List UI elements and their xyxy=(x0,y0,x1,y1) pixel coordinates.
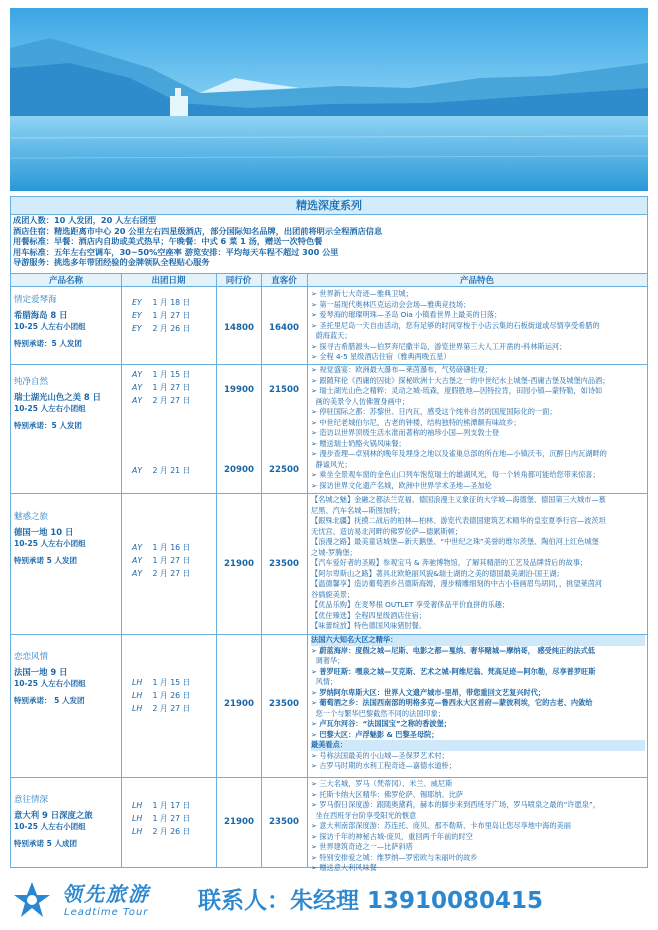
product-promise: 特别承诺： 5 人发团 xyxy=(14,696,85,705)
product-cell xyxy=(14,512,116,566)
product-promise: 特别承诺 5 人成团 xyxy=(14,839,77,848)
feature-item: 坐在西班牙台阶享受阳光的惬意 xyxy=(315,810,417,820)
header-peer-price: 同行价 xyxy=(216,273,261,287)
feature-item: ➢ 造访以世界顶级生活水准而著称的袖珍小国—列支敦士登 xyxy=(311,428,500,437)
departure-date: AY 2 月 21 日 xyxy=(132,466,191,475)
feature-item: 您一个与繁华巴黎截然不同的法国印象； xyxy=(315,708,445,718)
peer-price: 21900 xyxy=(224,699,254,709)
product-subtitle: 意往情深 xyxy=(14,795,49,805)
feature-item: ➢ 第一届现代奥林匹克运动会会场—雅典竞技场； xyxy=(311,299,471,309)
header-direct-price: 直客价 xyxy=(261,273,307,287)
feature-item: ➢ 罗马假日深度游：跟随奥黛莉，赫本的脚步来到西班牙广场，罗马喷泉之最的“许愿泉”， xyxy=(311,800,600,809)
departure-date: AY 1 月 16 日 xyxy=(132,543,191,552)
feature-item: 调奢华； xyxy=(315,656,345,665)
departure-date: LH 2 月 27 日 xyxy=(132,704,191,713)
peer-price: 21900 xyxy=(224,559,254,569)
product-promise: 特别承诺：5 人发团 xyxy=(14,421,82,430)
feature-list xyxy=(311,635,645,772)
product-group: 10-25 人左右小团组 xyxy=(14,322,86,331)
product-subtitle: 情定爱琴海 xyxy=(14,295,57,305)
feature-item: ➢ 乘坐全景观车窗的金色山口列车饱览瑞士的雄湖风光，每一个转角都可能给您带来惊喜； xyxy=(311,470,600,479)
feature-item: 谷旖旎美景； xyxy=(311,589,355,599)
departure-dates xyxy=(132,297,190,336)
feature-item: 【阿尔卑斯山之路】著具北欧艳丽风貌&瑞士湖的之美的德国最美湖泊-国王湖； xyxy=(311,568,564,578)
hero-lake-image xyxy=(10,8,648,191)
feature-item: ➢ 意大利南部深度游：苏连托、庞贝、那不勒斯、卡布里岛让您尽享地中海的美丽 xyxy=(311,821,571,830)
feature-item: ➢ 葡萄酒之乡：法国西南部的明格多克—鲁西永大区首府—蒙彼利埃，它的古老、内敛给 xyxy=(311,698,593,707)
feature-item: 蔚海蓝天； xyxy=(315,331,352,340)
row-divider xyxy=(11,493,647,494)
product-cell xyxy=(14,377,116,431)
header-dates: 出团日期 xyxy=(121,273,216,287)
departure-dates xyxy=(132,800,190,839)
product-name: 德国一地 10 日 xyxy=(14,527,74,537)
feature-item: ➢ 爱琴海的璀璨明珠—圣岛 Oia 小镇看世界上最美的日落； xyxy=(311,310,502,319)
departure-date: AY 2 月 27 日 xyxy=(132,569,191,578)
peer-price: 20900 xyxy=(224,465,254,475)
product-group: 10-25 人左右小团组 xyxy=(14,539,86,548)
feature-item: 画的美景令人仿佛置身画中； xyxy=(315,396,410,406)
feature-item: ➢ 卢瓦尔河谷：“法国国宝”之称的香波堡； xyxy=(311,719,451,728)
departure-dates xyxy=(132,369,190,408)
feature-item: ➢ 三大名城，罗马（梵蒂冈）、米兰、威尼斯 xyxy=(311,779,453,788)
departure-date: LH 2 月 26 日 xyxy=(132,827,191,836)
series-title: 精选深度系列 xyxy=(11,197,647,215)
feature-item: 之城-罗腾堡； xyxy=(311,547,357,557)
row-divider xyxy=(11,777,647,778)
feature-item: ➢ 赠送意大利风味餐 xyxy=(311,863,377,872)
feature-item: ➢ 全程 4-5 星级酒店住宿（雅典两晚五星） xyxy=(311,352,451,361)
peer-price: 14800 xyxy=(224,323,254,333)
direct-price: 22500 xyxy=(269,465,299,475)
feature-item: ➢ 蔚蓝海岸：度假之城—尼斯、电影之都—戛纳、奢华赌城—摩纳哥， 感受纯正的法式低 xyxy=(311,645,595,655)
info-line: 用车标准：五年左右空调车，30~50%空座率 游览安排：平均每天车程不超过 300 公里 xyxy=(13,246,339,257)
departure-date: LH 1 月 26 日 xyxy=(132,691,191,700)
feature-item: ➢ 停驻国际之都：苏黎世、日内瓦，感受这个纯朴自然的国度国际化的一面； xyxy=(311,407,557,416)
brand-name: 领先旅游 xyxy=(62,882,150,906)
feature-item: ➢ 特别安排爱之城：维罗纳—罗密欧与朱丽叶的故乡 xyxy=(311,852,478,862)
info-line: 酒店住宿：精选距离市中心 20 公里左右四星级酒店，部分国际知名品牌，出团前将明示全程酒店信息 xyxy=(13,225,383,236)
departure-date: LH 1 月 15 日 xyxy=(132,678,191,687)
product-cell xyxy=(14,652,116,706)
feature-item: ➢ 漫步查理—卓别林的晚年及埋身之地以及雀巢总部的所在地—小镇沃韦，沉醉日内瓦湖畔的 xyxy=(311,449,607,458)
feature-item: ➢ 跟随拜伦《西庸的囚徒》探秘欧洲十大古堡之一的中世纪水上城堡-西庸古堡及城堡内品酒； xyxy=(311,375,610,385)
feature-item: ➢ 瑞士湖光山色之精粹：灵动之城-琉森，度假胜地—因特拉肯，田园小镇—蒙特勒，如诗如 xyxy=(311,386,603,395)
feature-item: 静谧风光； xyxy=(315,459,352,469)
feature-list xyxy=(311,365,645,491)
feature-item: 无忧宫、造访易北河畔的佛罗伦萨—德累斯顿； xyxy=(311,526,462,536)
feature-item: ➢ 世界新七大奇迹—雅典卫城； xyxy=(311,289,413,298)
departure-dates xyxy=(132,677,190,716)
feature-item: ➢ 赠送瑞士奶酪火锅风味餐； xyxy=(311,438,406,448)
feature-heading: 法国六大知名大区之精华： xyxy=(311,635,645,646)
feature-item: ➢ 托斯卡纳大区精华：佛罗伦萨、锡耶纳、比萨 xyxy=(311,789,464,799)
product-group: 10-25 人左右小团组 xyxy=(14,679,86,688)
feature-item: ➢ 罗纳阿尔卑斯大区：世界人文遗产城市-里昂，带您重回文艺复兴时代； xyxy=(311,687,546,697)
info-line: 成团人数：10 人发团，20 人左右团型 xyxy=(13,215,157,225)
product-name: 意大利 9 日深度之旅 xyxy=(14,810,93,820)
peer-price: 21900 xyxy=(224,817,254,827)
feature-item: 【跟殊北疆】抚摸二战后的柏林—柏林、游览代表德国建筑艺术精华的皇室夏季行宫—波茨坦 xyxy=(311,516,606,525)
product-promise: 特别承诺 5 人发团 xyxy=(14,556,77,565)
feature-list xyxy=(311,779,645,874)
brand-logo-icon xyxy=(12,880,52,920)
feature-list xyxy=(311,289,645,363)
feature-item: 尼黑、汽车名城—斯图加特； xyxy=(311,505,405,515)
feature-item: 【浪漫之路】最美童话城堡—新天鹅堡、“中世纪之珠”美誉的维尔茨堡、陶伯河上红色城堡 xyxy=(311,537,599,546)
feature-item: ➢ 巴黎大区：卢浮魅影 & 巴黎圣母院； xyxy=(311,729,439,739)
feature-item: ➢ 号称法国最美的小山城—圣保罗艺术村； xyxy=(311,750,449,760)
footer xyxy=(0,870,658,930)
brand-name-en: Leadtime Tour xyxy=(64,907,149,918)
feature-item: ➢ 圣托里尼岛一天自由活动，您有足够的时间穿梭于小店云集的石板街道或尽情享受希腊的 xyxy=(311,320,600,330)
product-name: 法国一地 9 日 xyxy=(14,667,68,677)
direct-price: 23500 xyxy=(269,559,299,569)
departure-date: AY 1 月 15 日 xyxy=(132,370,191,379)
feature-item: 【优品乐购】在麦琴根 OUTLET 享受奢侈品平价血拼的乐趣； xyxy=(311,600,510,609)
departure-date: LH 1 月 27 日 xyxy=(132,814,191,823)
info-line: 用餐标准：早餐：酒店内自助或美式热早；午晚餐：中式 6 菜 1 汤，赠送一次特色餐 xyxy=(13,236,323,247)
product-group: 10-25 人左右小团组 xyxy=(14,404,86,413)
feature-item: ➢ 视觉盛宴：欧洲最大瀑布—莱茵瀑布，气势磅礴壮观； xyxy=(311,365,492,374)
product-sheet xyxy=(10,196,648,872)
product-name: 希腊海岛 8 日 xyxy=(14,310,68,320)
direct-price: 16400 xyxy=(269,323,299,333)
feature-item: ➢ 探寻古希腊源头—伯罗奔尼撒半岛，游览世界第三大人工开凿的-科林斯运河； xyxy=(311,341,567,351)
feature-item: ➢ 世界建筑奇迹之一—比萨斜塔 xyxy=(311,842,413,851)
direct-price: 21500 xyxy=(269,385,299,395)
departure-date: EY 2 月 26 日 xyxy=(132,324,191,333)
feature-item: ➢ 探访世界文化遗产名城，欧洲中世界学术圣地—圣加伦 xyxy=(311,480,492,490)
direct-price: 23500 xyxy=(269,817,299,827)
product-promise: 特别承诺：5 人发团 xyxy=(14,339,82,348)
feature-list xyxy=(311,495,645,632)
feature-item: ➢ 普罗旺斯：嘿泉之城—艾克斯、艺术之城-阿维尼翁、梵高足迹—阿尔勒，尽享普罗旺斯 xyxy=(311,666,596,676)
departure-date: AY 1 月 27 日 xyxy=(132,556,191,565)
feature-item: 【味蕾绽放】特色德国风味猪肘餐。 xyxy=(311,621,427,630)
departure-date: EY 1 月 27 日 xyxy=(132,311,191,320)
header-name: 产品名称 xyxy=(11,273,121,287)
product-name: 瑞士湖光山色之美 8 日 xyxy=(14,392,102,402)
product-subtitle: 纯净自然 xyxy=(14,377,49,387)
feature-item: 【温德馨享】造访葡萄酒乡吕德斯海姆，漫步精雕细刻的中古小巷画眉鸟胡同，，挑望莱茵河 xyxy=(311,579,603,588)
feature-item: 【名城之魅】金融之都法兰克福、德国浪漫主义象征的大学城—海德堡、德国第三大城市—慕 xyxy=(311,495,606,504)
feature-item: 【优住臻选】全程四星级酒店住宿； xyxy=(311,610,427,620)
product-subtitle: 恋恋风情 xyxy=(14,652,49,662)
info-line: 导游服务：挑选多年带团经验的金牌领队全程贴心服务 xyxy=(13,257,210,268)
feature-item: ➢ 中世纪老城伯尔尼，古老的钟楼，结构独特的熊潭颇有味故乡； xyxy=(311,417,521,427)
product-subtitle: 魅惑之旅 xyxy=(14,512,49,522)
departure-date: AY 2 月 27 日 xyxy=(132,396,191,405)
contact-info: 联系人：朱经理 13910080415 xyxy=(198,888,544,914)
product-cell xyxy=(14,795,116,849)
feature-item: 【汽车爱好者的圣殿】参观宝马 & 奔驰博物馆，了解其精湛的工艺及品牌背后的故事； xyxy=(311,558,588,567)
departure-dates xyxy=(132,542,190,581)
peer-price: 19900 xyxy=(224,385,254,395)
departure-dates xyxy=(132,465,190,478)
departure-date: EY 1 月 18 日 xyxy=(132,298,191,307)
feature-item: ➢ 探访千年的神秘古城-庞贝，重回两千年前的时空 xyxy=(311,831,473,841)
header-features: 产品特色 xyxy=(307,273,647,287)
departure-date: LH 1 月 17 日 xyxy=(132,801,191,810)
departure-date: AY 1 月 27 日 xyxy=(132,383,191,392)
feature-item: ➢ 古罗马时期的水利工程奇迹—嘉德水道桥； xyxy=(311,761,456,770)
direct-price: 23500 xyxy=(269,699,299,709)
feature-heading: 最美看点： xyxy=(311,740,645,751)
group-info xyxy=(13,215,643,268)
product-cell xyxy=(14,295,116,349)
feature-item: 风情； xyxy=(315,677,338,686)
product-group: 10-25 人左右小团组 xyxy=(14,822,86,831)
